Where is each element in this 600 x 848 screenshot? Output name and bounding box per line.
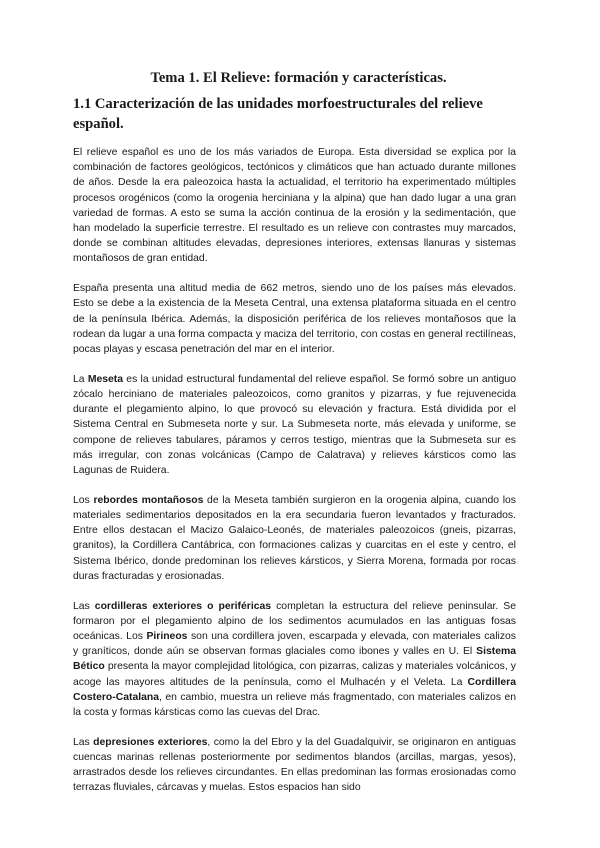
paragraph-text: El relieve español es uno de los más variados de Europa. Esta diversidad se explica por la combinación de factores geológicos, tectónicos y climáticos que han actuado durante millones de años. Desde la era paleozoica hasta la actualidad, el territorio ha experimentado múltiples procesos orogénicos (como la orogenia herciniana y la alpina) que han dado lugar a una gran variedad de formas. A esto se suma la acción continua de la erosión y la sedimentación, que han modelado la superficie terrestre. El resultado es un relieve con contrastes muy marcados, donde se combinan altitudes elevadas, depresiones interiores, extensas llanuras y sistemas montañosos de gran entidad. [73, 147, 516, 265]
paragraph-text: de la Meseta también surgieron en la orogenia alpina, cuando los materiales sedimentarios depositados en la era secundaria fueron levantados y fracturados. Entre ellos destacan el Macizo Galaico-Leonés, de materiales paleozoicos (gneis, pizarras, granitos), la Cordillera Cantábrica, con formaciones calizas y cuarcitas en el este y centro, el Sistema Ibérico, donde predominan los relieves kársticos, y Sierra Morena, formada por rocas duras fracturadas y erosionadas. [73, 494, 517, 582]
paragraph-text: Las [73, 600, 95, 612]
paragraph [73, 372, 516, 478]
bold-term: Meseta [87, 373, 124, 385]
bold-term: Pirineos [146, 631, 188, 643]
paragraph-text: Las [73, 736, 94, 748]
bold-term: rebordes montañosos [93, 494, 204, 506]
bold-term: depresiones exteriores [93, 736, 208, 748]
body-text [73, 145, 516, 796]
paragraph-text: España presenta una altitud media de 662 metros, siendo uno de los países más elevados. Esto se debe a la existencia de la Meseta Central, una extensa plataforma situada en el centro de la península Ibérica. Además, la disposición periférica de los relieves montañosos que la rodean da lugar a una forma compacta y maciza del territorio, con costas en general rectilíneas, pocas playas y escasa penetración del mar en el interior. [73, 283, 516, 356]
paragraph [73, 281, 516, 357]
paragraph-text: Los [73, 494, 94, 506]
bold-term: Sistema Bético [73, 646, 516, 673]
paragraph-text: es la unidad estructural fundamental del relieve español. Se formó sobre un antiguo zócalo herciniano de materiales paleozoicos, como granitos y pizarras, y fue rejuvenecida durante el plegamiento alpino, lo que provocó su elevación y fractura. Está dividida por el Sistema Central en Submeseta norte y sur. La Submeseta norte, más elevada y uniforme, se compone de relieves tabulares, páramos y cerros testigo, mientras que la Submeseta sur es más irregular, con zonas volcánicas (Campo de Calatrava) y relieves kársticos como las Lagunas de Ruidera. [73, 373, 516, 477]
paragraph [73, 599, 516, 721]
paragraph [73, 735, 516, 796]
paragraph-text: , en cambio, muestra un relieve más fragmentado, con materiales calizos en la costa y formas kársticas como las cuevas del Drac. [73, 691, 516, 719]
paragraph [73, 493, 516, 584]
document-title: Tema 1. El Relieve: formación y características. [150, 70, 447, 86]
paragraph-text: completan la estructura del relieve peninsular. Se formaron por el plegamiento alpino de los sedimentos acumulados en las antiguas fosas oceánicas. Los [73, 600, 516, 643]
paragraph-text: son una cordillera joven, escarpada y elevada, con materiales calizos y graníticos, donde aún se observan formas glaciales como ibones y valles en U. El [73, 631, 516, 658]
bold-term: Cordillera Costero-Catalana [73, 676, 516, 703]
paragraph-text: La [73, 373, 88, 385]
paragraph-text: , como la del Ebro y la del Guadalquivir, se originaron en antiguas cuencas marinas rellenas posteriormente por sedimentos blandos (arcillas, margas, yesos), arrastrados desde los relieves circundantes. En ellas predominan las formas erosionadas como terrazas fluviales, cárcavas y muelas. Estos espacios han sido [73, 736, 517, 794]
bold-term: cordilleras exteriores o periféricas [94, 600, 272, 612]
paragraph-text: presenta la mayor complejidad litológica, con pizarras, calizas y materiales volcánicos, y acoge las mayores altitudes de la península, como el Mulhacén y el Veleta. La [73, 661, 516, 688]
section-heading: 1.1 Caracterización de las unidades morfoestructurales del relieve español. [73, 96, 483, 132]
paragraph [73, 145, 516, 267]
